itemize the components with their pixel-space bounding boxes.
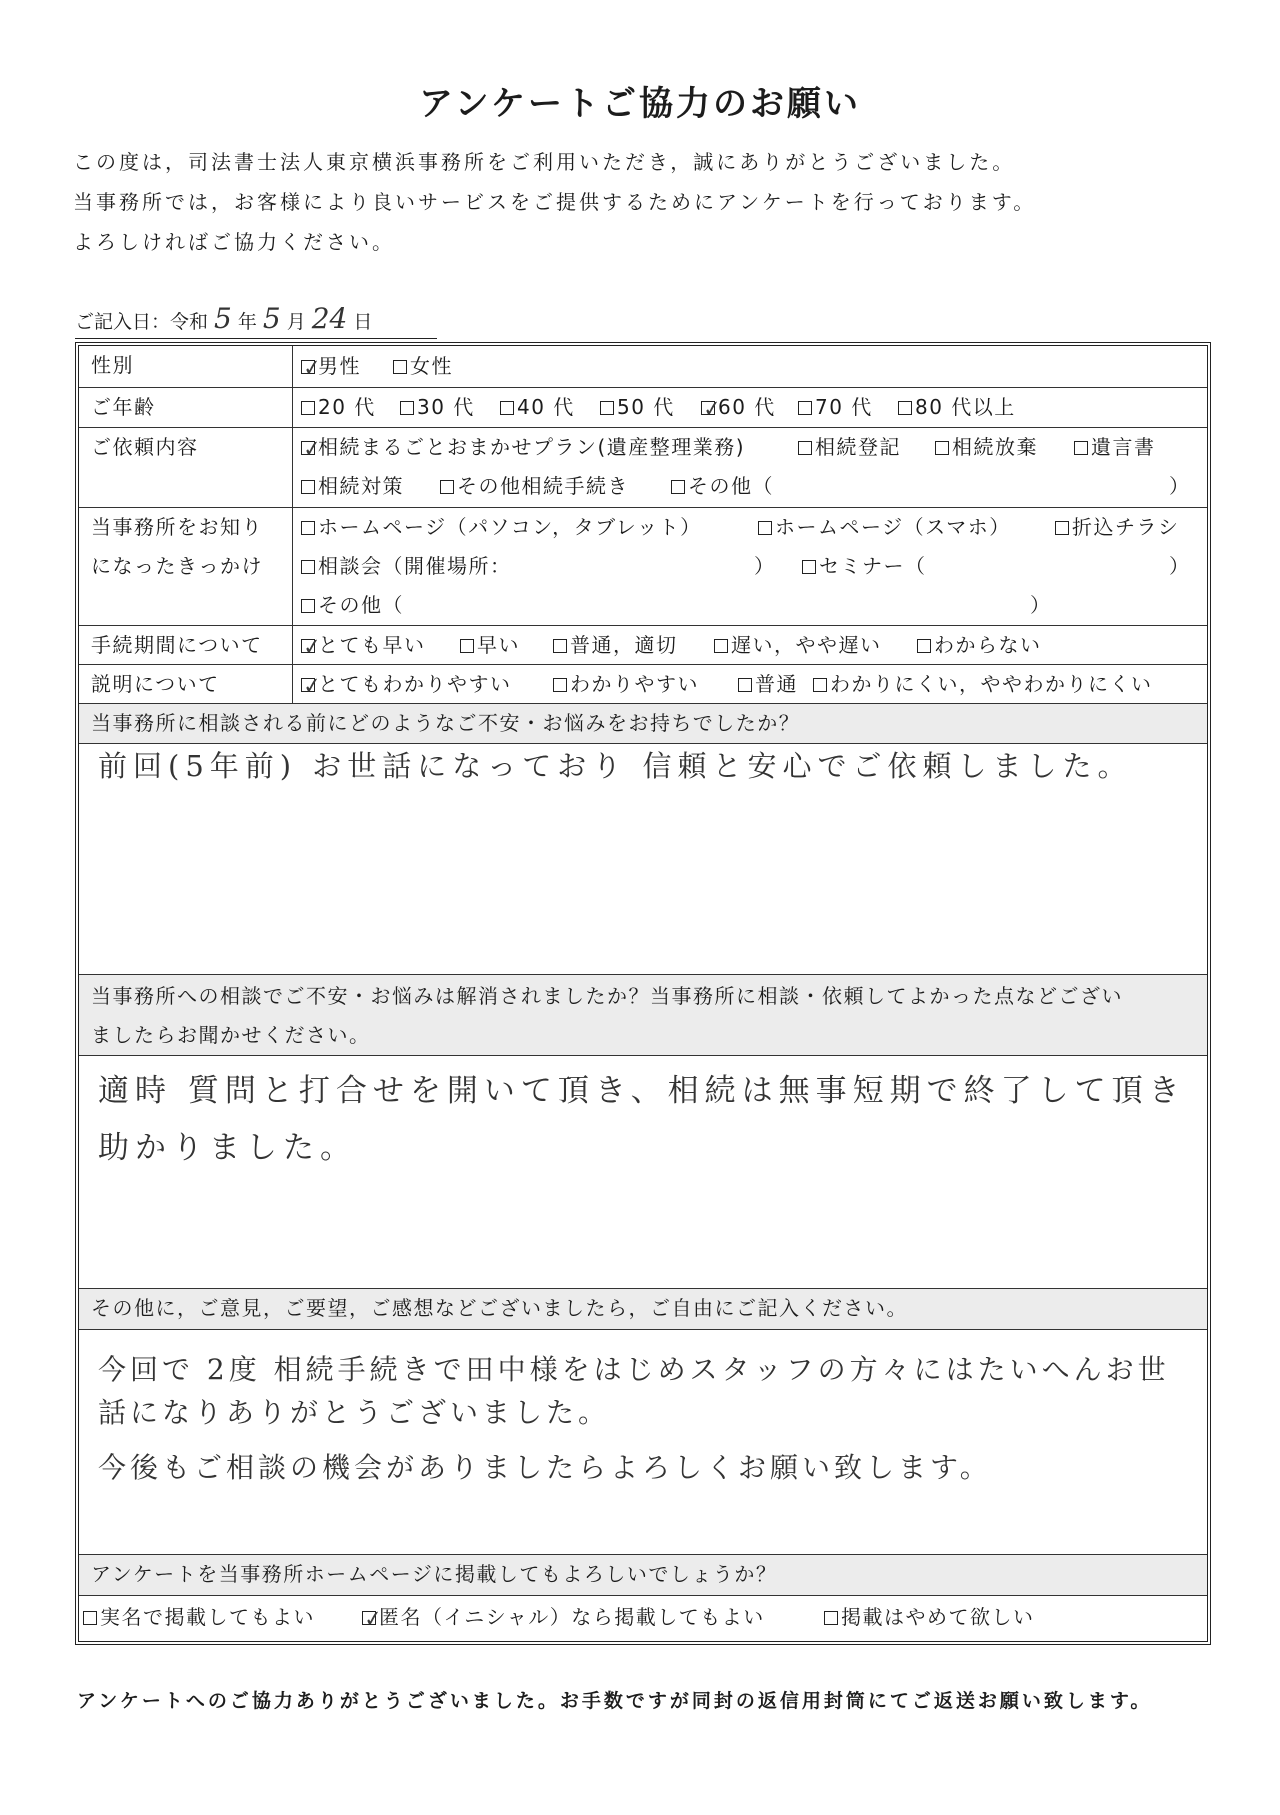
question-header <box>79 1554 1207 1595</box>
handwritten-answer: 助かりました。 <box>98 1130 357 1166</box>
closing-paren: ） <box>754 554 776 578</box>
closing-paren: ） <box>1030 593 1052 617</box>
option-request <box>798 428 901 467</box>
footer-note: アンケートへのご協力ありがとうございました。お手数ですが同封の返信用封筒にてご返送お願い致します。 <box>77 1690 1153 1712</box>
checkbox <box>400 401 414 415</box>
row-label: ご依頼内容 <box>79 428 293 507</box>
checkbox <box>798 441 812 455</box>
option-label: とても早い <box>318 633 426 657</box>
option-trigger <box>301 508 702 547</box>
question-line: 当事務所への相談でご不安・お悩みは解消されましたか？当事務所に相談・依頼してよかった点などござい <box>91 984 1123 1008</box>
checkbox <box>393 360 407 374</box>
option-label: 掲載はやめて欲しい <box>841 1605 1035 1629</box>
checkbox <box>301 678 315 692</box>
row-label: 手続期間について <box>79 626 293 664</box>
date-label: ご記入日：令和 <box>75 311 209 333</box>
checkbox <box>802 560 816 574</box>
question-text <box>79 1289 1207 1329</box>
option-label: 相続まるごとおまかせプラン(遺産整理業務) <box>318 435 746 459</box>
option-publish <box>362 1598 765 1637</box>
option-label: 女性 <box>410 354 453 378</box>
survey-table <box>75 342 1211 1645</box>
request-options <box>293 428 1207 507</box>
option-label: 早い <box>477 633 520 657</box>
publish-options <box>79 1595 1207 1639</box>
option-trigger <box>301 547 512 586</box>
option-label: 匿名（イニシャル）なら掲載してもよい <box>379 1605 765 1629</box>
option-label: セミナー（ <box>819 554 927 578</box>
explanation-options <box>293 665 1207 703</box>
option-explanation <box>301 665 512 704</box>
option-label: 60 代 <box>718 395 776 419</box>
option-label: 折込チラシ <box>1072 515 1180 539</box>
checkbox <box>301 360 315 374</box>
question-text <box>79 975 1207 1055</box>
option-label: ホームページ（スマホ） <box>775 515 1011 539</box>
checkbox <box>500 401 514 415</box>
option-request <box>935 428 1038 467</box>
option-duration <box>714 626 882 665</box>
option-age <box>798 388 873 427</box>
option-label: とてもわかりやすい <box>318 672 512 696</box>
row-label-line: 当事務所をお知り <box>91 515 263 539</box>
option-label: 相続対策 <box>318 474 404 498</box>
option-request <box>301 428 745 467</box>
closing-paren: ） <box>1169 554 1191 578</box>
checkbox <box>917 639 931 653</box>
checkbox <box>935 441 949 455</box>
question-header <box>79 974 1207 1055</box>
row-label <box>79 508 293 625</box>
option-label: 普通，適切 <box>570 633 678 657</box>
option-label: 相談会（開催場所： <box>318 554 512 578</box>
option-age <box>701 388 776 427</box>
option-label: 30 代 <box>417 395 475 419</box>
row-label-line: になったきっかけ <box>91 554 263 578</box>
checkbox <box>301 560 315 574</box>
row-trigger <box>79 507 1207 625</box>
checkbox <box>701 401 715 415</box>
option-explanation <box>738 665 798 704</box>
handwritten-answer: 今後もご相談の機会がありましたらよろしくお願い致します。 <box>98 1451 992 1484</box>
answer-area <box>79 743 1207 974</box>
checkbox <box>301 599 315 613</box>
closing-paren: ） <box>1169 474 1191 498</box>
option-trigger <box>802 547 927 586</box>
option-label: 50 代 <box>617 395 675 419</box>
question-text <box>79 1555 1207 1595</box>
checkbox <box>600 401 614 415</box>
intro-text <box>73 142 1036 262</box>
trigger-options <box>293 508 1207 625</box>
page-title: アンケートご協力のお願い <box>419 84 861 124</box>
option-label: 遅い，やや遅い <box>731 633 882 657</box>
checkbox <box>1055 521 1069 535</box>
option-explanation <box>553 665 699 704</box>
checkbox <box>301 441 315 455</box>
option-duration <box>917 626 1042 665</box>
option-label: 相続登記 <box>815 435 901 459</box>
question-line: アンケートを当事務所ホームページに掲載してもよろしいでしょうか？ <box>91 1562 778 1586</box>
duration-options <box>293 626 1207 664</box>
row-gender <box>79 346 1207 387</box>
date-year: 5 <box>214 302 232 335</box>
handwritten-answer: 話になりありがとうございました。 <box>98 1396 611 1429</box>
option-label: その他（ <box>318 593 404 617</box>
checkbox <box>738 678 752 692</box>
checkbox <box>301 639 315 653</box>
option-age <box>301 388 376 427</box>
answer-area <box>79 1055 1207 1288</box>
option-explanation <box>813 665 1153 704</box>
option-age <box>600 388 675 427</box>
question-line: ましたらお聞かせください。 <box>91 1023 371 1047</box>
intro-line: よろしければご協力ください。 <box>73 230 395 254</box>
row-label: 性別 <box>79 346 293 387</box>
option-duration <box>460 626 520 665</box>
date-month: 5 <box>262 302 281 335</box>
option-label: 80 代以上 <box>915 395 1016 419</box>
option-label: その他（ <box>688 474 774 498</box>
handwritten-answer: 今回で 2度 相続手続きで田中様をはじめスタッフの方々にはたいへんお世 <box>98 1353 1170 1386</box>
entry-date <box>75 300 437 339</box>
option-label: わからない <box>934 633 1042 657</box>
question-line: 当事務所に相談される前にどのようなご不安・お悩みをお持ちでしたか？ <box>91 711 801 735</box>
option-publish <box>824 1598 1035 1637</box>
checkbox <box>301 401 315 415</box>
question-text <box>79 704 1207 743</box>
handwritten-answer: 適時 質問と打合せを開いて頂き、相続は無事短期で終了して頂き <box>98 1073 1186 1109</box>
option-label: わかりにくい，ややわかりにくい <box>830 672 1153 696</box>
option-age <box>898 388 1016 427</box>
checkbox <box>301 480 315 494</box>
option-duration <box>301 626 426 665</box>
checkbox <box>798 401 812 415</box>
question-header <box>79 703 1207 743</box>
checkbox <box>362 1611 376 1625</box>
option-female <box>393 347 453 386</box>
option-label: 普通 <box>755 672 798 696</box>
row-duration <box>79 625 1207 664</box>
row-label: ご年齢 <box>79 388 293 427</box>
option-label: 相続放棄 <box>952 435 1038 459</box>
age-options <box>293 388 1207 427</box>
checkbox <box>671 480 685 494</box>
option-request <box>301 467 404 506</box>
option-trigger <box>301 586 404 625</box>
option-label: わかりやすい <box>570 672 699 696</box>
option-label: 70 代 <box>815 395 873 419</box>
option-trigger <box>758 508 1011 547</box>
checkbox <box>440 480 454 494</box>
checkbox <box>1074 441 1088 455</box>
date-month-unit: 月 <box>286 311 306 333</box>
option-publish <box>83 1598 315 1637</box>
answer-area <box>79 1329 1207 1554</box>
option-label: 40 代 <box>517 395 575 419</box>
option-label: 遺言書 <box>1091 435 1156 459</box>
row-age <box>79 387 1207 427</box>
option-label: 実名で掲載してもよい <box>100 1605 315 1629</box>
row-label: 説明について <box>79 665 293 703</box>
option-age <box>500 388 575 427</box>
option-male <box>301 347 361 386</box>
option-age <box>400 388 475 427</box>
option-label: 20 代 <box>318 395 376 419</box>
checkbox <box>898 401 912 415</box>
intro-line: この度は，司法書士法人東京横浜事務所をご利用いただき，誠にありがとうございました。 <box>73 150 1016 174</box>
row-request <box>79 427 1207 507</box>
checkbox <box>553 639 567 653</box>
checkbox <box>83 1611 97 1625</box>
checkbox <box>301 521 315 535</box>
option-request-other <box>671 467 774 506</box>
option-label: 男性 <box>318 354 361 378</box>
option-duration <box>553 626 678 665</box>
checkbox <box>553 678 567 692</box>
checkbox <box>824 1611 838 1625</box>
option-request <box>1074 428 1156 467</box>
option-request <box>440 467 629 506</box>
date-day: 24 <box>311 302 348 335</box>
row-explanation <box>79 664 1207 703</box>
checkbox <box>813 678 827 692</box>
checkbox <box>714 639 728 653</box>
gender-options <box>293 346 1207 387</box>
checkbox <box>758 521 772 535</box>
option-label: その他相続手続き <box>457 474 629 498</box>
intro-line: 当事務所では，お客様により良いサービスをご提供するためにアンケートを行っております。 <box>73 190 1037 214</box>
date-year-unit: 年 <box>237 311 257 333</box>
question-header <box>79 1288 1207 1329</box>
handwritten-answer: 前回(5年前) お世話になっており 信頼と安心でご依頼しました。 <box>98 749 1133 783</box>
question-line: その他に，ご意見，ご要望，ご感想などございましたら，ご自由にご記入ください。 <box>91 1296 908 1320</box>
date-day-unit: 日 <box>353 311 373 333</box>
option-label: ホームページ（パソコン，タブレット） <box>318 515 702 539</box>
checkbox <box>460 639 474 653</box>
option-trigger <box>1055 508 1180 547</box>
